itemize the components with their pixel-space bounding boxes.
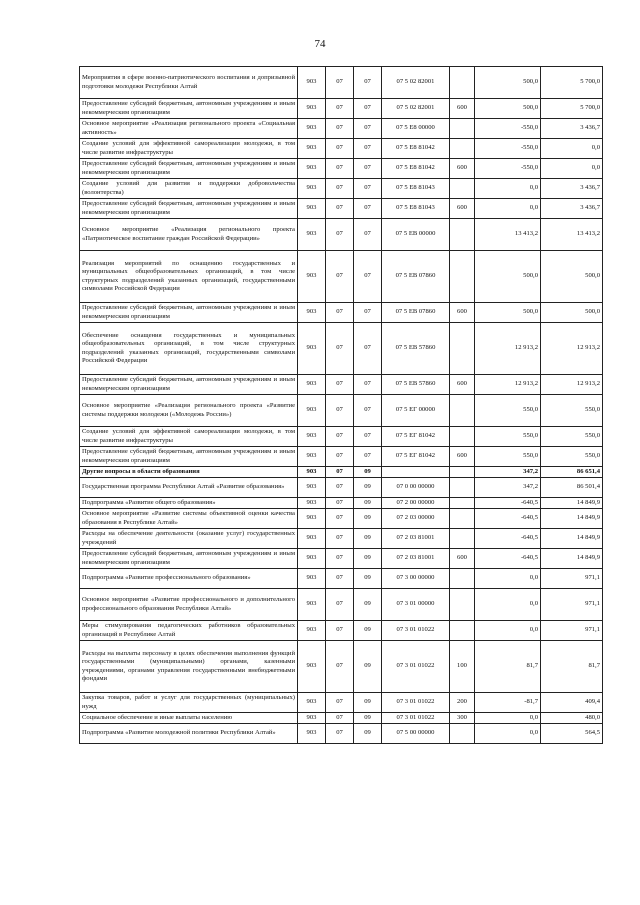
table-row [80, 569, 603, 589]
row-name: Социальное обеспечение и иные выплаты населению [80, 713, 298, 724]
table-row [80, 139, 603, 159]
row-total: 12 913,2 [541, 323, 603, 375]
row-rz: 07 [326, 589, 354, 621]
row-vr [450, 251, 475, 303]
row-total: 971,1 [541, 621, 603, 641]
row-csr: 07 3 01 01022 [382, 693, 450, 713]
table-row [80, 693, 603, 713]
row-total: 5 700,0 [541, 67, 603, 99]
row-name: Меры стимулирования педагогических работников образовательных организаций в Республике Алтай [80, 621, 298, 641]
row-gr: 903 [298, 99, 326, 119]
row-total: 81,7 [541, 641, 603, 693]
row-csr: 07 2 00 00000 [382, 498, 450, 509]
row-change: 550,0 [475, 447, 541, 467]
row-name: Государственная программа Республики Алтай «Развитие образования» [80, 478, 298, 498]
row-change: -640,5 [475, 549, 541, 569]
row-total: 0,0 [541, 139, 603, 159]
row-pr: 09 [354, 549, 382, 569]
row-csr: 07 2 03 81001 [382, 529, 450, 549]
row-rz: 07 [326, 159, 354, 179]
row-total: 14 849,9 [541, 509, 603, 529]
row-name: Обеспечение оснащения государственных и муниципальных общеобразовательных организаций, в том числе структурных подразделений указанных организаций, государственными символами Российской Федерации [80, 323, 298, 375]
row-vr [450, 67, 475, 99]
row-change: -550,0 [475, 119, 541, 139]
row-gr: 903 [298, 139, 326, 159]
row-csr: 07 5 02 82001 [382, 99, 450, 119]
row-rz: 07 [326, 641, 354, 693]
row-gr: 903 [298, 724, 326, 744]
row-pr: 07 [354, 395, 382, 427]
table-row [80, 159, 603, 179]
row-change: 12 913,2 [475, 375, 541, 395]
row-gr: 903 [298, 323, 326, 375]
row-csr: 07 5 EГ 00000 [382, 395, 450, 427]
table-row [80, 99, 603, 119]
row-change: 347,2 [475, 467, 541, 478]
row-csr: 07 3 00 00000 [382, 569, 450, 589]
row-vr [450, 724, 475, 744]
row-rz: 07 [326, 199, 354, 219]
row-rz: 07 [326, 219, 354, 251]
table-row [80, 119, 603, 139]
row-change: 0,0 [475, 713, 541, 724]
row-name: Другие вопросы в области образования [80, 467, 298, 478]
row-pr: 07 [354, 303, 382, 323]
row-total: 14 849,9 [541, 549, 603, 569]
row-pr: 07 [354, 447, 382, 467]
row-pr: 09 [354, 529, 382, 549]
row-name: Предоставление субсидий бюджетным, автономным учреждениям и иным некоммерческим организациям [80, 549, 298, 569]
row-csr: 07 5 EB 57860 [382, 375, 450, 395]
row-pr: 07 [354, 179, 382, 199]
row-gr: 903 [298, 447, 326, 467]
table-row [80, 251, 603, 303]
row-name: Предоставление субсидий бюджетным, автономным учреждениям и иным некоммерческим организациям [80, 303, 298, 323]
row-total: 3 436,7 [541, 119, 603, 139]
row-csr: 07 5 E8 81043 [382, 179, 450, 199]
row-vr [450, 621, 475, 641]
row-rz: 07 [326, 529, 354, 549]
row-gr: 903 [298, 621, 326, 641]
row-rz: 07 [326, 67, 354, 99]
row-csr: 07 5 02 82001 [382, 67, 450, 99]
row-name: Основное мероприятие «Реализация регионального проекта «Социальная активность» [80, 119, 298, 139]
row-name: Подпрограмма «Развитие молодежной политики Республики Алтай» [80, 724, 298, 744]
row-change: 81,7 [475, 641, 541, 693]
row-total: 500,0 [541, 251, 603, 303]
row-name: Расходы на обеспечение деятельности (оказание услуг) государственных учреждений [80, 529, 298, 549]
row-rz: 07 [326, 375, 354, 395]
row-pr: 07 [354, 139, 382, 159]
row-name: Реализация мероприятий по оснащению государственных и муниципальных общеобразовательных организаций, в том числе структурных подразделений указанных организаций, государственными символами Российской Федерации [80, 251, 298, 303]
row-rz: 07 [326, 478, 354, 498]
table-row [80, 713, 603, 724]
row-pr: 09 [354, 724, 382, 744]
row-csr: 07 5 EB 07860 [382, 303, 450, 323]
row-csr: 07 5 E8 81042 [382, 159, 450, 179]
row-gr: 903 [298, 713, 326, 724]
row-change: -640,5 [475, 498, 541, 509]
row-csr: 07 2 03 00000 [382, 509, 450, 529]
row-csr: 07 5 EГ 81042 [382, 427, 450, 447]
row-total: 409,4 [541, 693, 603, 713]
row-vr [450, 478, 475, 498]
row-gr: 903 [298, 67, 326, 99]
row-gr: 903 [298, 251, 326, 303]
row-pr: 09 [354, 498, 382, 509]
row-change: 0,0 [475, 569, 541, 589]
row-pr: 09 [354, 509, 382, 529]
row-gr: 903 [298, 641, 326, 693]
row-csr: 07 5 EB 00000 [382, 219, 450, 251]
table-row [80, 395, 603, 427]
table-row [80, 509, 603, 529]
row-total: 3 436,7 [541, 179, 603, 199]
row-change: -640,5 [475, 529, 541, 549]
row-rz: 07 [326, 713, 354, 724]
table-row [80, 641, 603, 693]
row-change: 13 413,2 [475, 219, 541, 251]
row-change: 0,0 [475, 621, 541, 641]
row-gr: 903 [298, 219, 326, 251]
row-total: 971,1 [541, 589, 603, 621]
row-vr [450, 529, 475, 549]
row-rz: 07 [326, 303, 354, 323]
row-total: 86 651,4 [541, 467, 603, 478]
row-rz: 07 [326, 427, 354, 447]
row-rz: 07 [326, 724, 354, 744]
row-vr [450, 467, 475, 478]
row-vr: 600 [450, 303, 475, 323]
row-pr: 09 [354, 467, 382, 478]
row-pr: 07 [354, 99, 382, 119]
row-csr: 07 3 01 01022 [382, 641, 450, 693]
row-csr: 07 5 EB 07860 [382, 251, 450, 303]
row-pr: 09 [354, 641, 382, 693]
row-name: Предоставление субсидий бюджетным, автономным учреждениям и иным некоммерческим организациям [80, 159, 298, 179]
row-total: 14 849,9 [541, 529, 603, 549]
row-name: Предоставление субсидий бюджетным, автономным учреждениям и иным некоммерческим организациям [80, 99, 298, 119]
row-csr: 07 5 00 00000 [382, 724, 450, 744]
row-gr: 903 [298, 549, 326, 569]
row-pr: 07 [354, 119, 382, 139]
row-rz: 07 [326, 509, 354, 529]
row-gr: 903 [298, 509, 326, 529]
row-total: 564,5 [541, 724, 603, 744]
row-change: 0,0 [475, 179, 541, 199]
row-vr [450, 395, 475, 427]
row-total: 12 913,2 [541, 375, 603, 395]
row-pr: 09 [354, 713, 382, 724]
row-vr [450, 219, 475, 251]
row-csr: 07 3 01 01022 [382, 621, 450, 641]
row-change: -550,0 [475, 139, 541, 159]
row-total: 13 413,2 [541, 219, 603, 251]
row-csr: 07 5 E8 00000 [382, 119, 450, 139]
row-vr: 600 [450, 549, 475, 569]
row-pr: 07 [354, 251, 382, 303]
row-name: Расходы на выплаты персоналу в целях обеспечения выполнения функций государственными (муниципальными) органами, казенными учреждениями, органами управления государственными внебюджетными фондами [80, 641, 298, 693]
budget-table [79, 66, 603, 744]
row-name: Основное мероприятие «Развитие системы объективной оценки качества образования в Республике Алтай» [80, 509, 298, 529]
row-name: Мероприятия в сфере военно-патриотического воспитания и допризывной подготовки молодежи Республики Алтай [80, 67, 298, 99]
row-change: 12 913,2 [475, 323, 541, 375]
table-row [80, 621, 603, 641]
row-total: 550,0 [541, 427, 603, 447]
row-total: 550,0 [541, 395, 603, 427]
row-rz: 07 [326, 323, 354, 375]
row-gr: 903 [298, 589, 326, 621]
row-vr [450, 323, 475, 375]
row-name: Подпрограмма «Развитие общего образования» [80, 498, 298, 509]
table-row [80, 447, 603, 467]
row-name: Создание условий для эффективной самореализации молодежи, в том числе развитие инфраструктуры [80, 427, 298, 447]
table-row [80, 589, 603, 621]
row-total: 14 849,9 [541, 498, 603, 509]
row-rz: 07 [326, 467, 354, 478]
row-vr: 600 [450, 99, 475, 119]
row-rz: 07 [326, 395, 354, 427]
row-csr: 07 5 EГ 81042 [382, 447, 450, 467]
row-gr: 903 [298, 159, 326, 179]
row-gr: 903 [298, 119, 326, 139]
table-row [80, 529, 603, 549]
row-vr [450, 509, 475, 529]
row-gr: 903 [298, 569, 326, 589]
row-vr: 200 [450, 693, 475, 713]
row-vr: 600 [450, 159, 475, 179]
row-rz: 07 [326, 693, 354, 713]
row-pr: 07 [354, 67, 382, 99]
row-gr: 903 [298, 498, 326, 509]
row-vr [450, 179, 475, 199]
row-change: 550,0 [475, 395, 541, 427]
row-pr: 09 [354, 569, 382, 589]
row-vr: 300 [450, 713, 475, 724]
row-pr: 09 [354, 589, 382, 621]
table-row [80, 375, 603, 395]
row-name: Предоставление субсидий бюджетным, автономным учреждениям и иным некоммерческим организациям [80, 375, 298, 395]
row-csr: 07 0 00 00000 [382, 478, 450, 498]
row-total: 3 436,7 [541, 199, 603, 219]
row-change: -550,0 [475, 159, 541, 179]
row-name: Закупка товаров, работ и услуг для государственных (муниципальных) нужд [80, 693, 298, 713]
row-rz: 07 [326, 447, 354, 467]
row-change: -640,5 [475, 509, 541, 529]
row-change: -81,7 [475, 693, 541, 713]
row-pr: 07 [354, 427, 382, 447]
row-csr: 07 5 EB 57860 [382, 323, 450, 375]
row-vr [450, 498, 475, 509]
row-pr: 09 [354, 621, 382, 641]
table-row [80, 427, 603, 447]
page-number: 74 [314, 38, 326, 50]
table-row [80, 303, 603, 323]
table-row [80, 724, 603, 744]
row-pr: 07 [354, 219, 382, 251]
row-rz: 07 [326, 569, 354, 589]
row-gr: 903 [298, 693, 326, 713]
row-gr: 903 [298, 375, 326, 395]
row-name: Создание условий для эффективной самореализации молодежи, в том числе развитие инфраструктуры [80, 139, 298, 159]
table-row [80, 549, 603, 569]
row-change: 0,0 [475, 199, 541, 219]
row-total: 5 700,0 [541, 99, 603, 119]
row-name: Предоставление субсидий бюджетным, автономным учреждениям и иным некоммерческим организациям [80, 199, 298, 219]
row-change: 0,0 [475, 724, 541, 744]
row-gr: 903 [298, 427, 326, 447]
row-name: Создание условий для развития и поддержки добровольчества (волонтерства) [80, 179, 298, 199]
row-gr: 903 [298, 529, 326, 549]
row-vr [450, 589, 475, 621]
table-row [80, 467, 603, 478]
row-total: 550,0 [541, 447, 603, 467]
row-total: 971,1 [541, 569, 603, 589]
row-rz: 07 [326, 179, 354, 199]
row-vr: 600 [450, 447, 475, 467]
row-gr: 903 [298, 467, 326, 478]
row-gr: 903 [298, 395, 326, 427]
row-change: 500,0 [475, 99, 541, 119]
row-vr [450, 427, 475, 447]
row-total: 0,0 [541, 159, 603, 179]
row-pr: 07 [354, 199, 382, 219]
row-name: Основное мероприятие «Реализация регионального проекта «Патриотическое воспитание граждан Российской Федерации» [80, 219, 298, 251]
table-row [80, 498, 603, 509]
row-total: 86 501,4 [541, 478, 603, 498]
row-vr: 600 [450, 375, 475, 395]
row-csr [382, 467, 450, 478]
table-row [80, 323, 603, 375]
row-rz: 07 [326, 549, 354, 569]
row-name: Основное мероприятие «Развитие профессионального и дополнительного профессионального образования Республики Алтай» [80, 589, 298, 621]
row-change: 500,0 [475, 303, 541, 323]
row-name: Основное мероприятие «Реализация регионального проекта «Развитие системы поддержки молодежи («Молодежь России») [80, 395, 298, 427]
row-change: 500,0 [475, 67, 541, 99]
row-pr: 09 [354, 478, 382, 498]
table-row [80, 67, 603, 99]
table-row [80, 199, 603, 219]
row-rz: 07 [326, 621, 354, 641]
row-csr: 07 5 E8 81042 [382, 139, 450, 159]
row-change: 347,2 [475, 478, 541, 498]
table-row [80, 219, 603, 251]
row-vr: 600 [450, 199, 475, 219]
row-rz: 07 [326, 498, 354, 509]
row-rz: 07 [326, 139, 354, 159]
row-pr: 07 [354, 323, 382, 375]
row-vr [450, 569, 475, 589]
row-total: 480,0 [541, 713, 603, 724]
table-row [80, 478, 603, 498]
row-pr: 09 [354, 693, 382, 713]
row-csr: 07 3 01 00000 [382, 589, 450, 621]
row-name: Подпрограмма «Развитие профессионального образования» [80, 569, 298, 589]
row-gr: 903 [298, 179, 326, 199]
row-name: Предоставление субсидий бюджетным, автономным учреждениям и иным некоммерческим организациям [80, 447, 298, 467]
row-total: 500,0 [541, 303, 603, 323]
row-csr: 07 3 01 01022 [382, 713, 450, 724]
row-gr: 903 [298, 303, 326, 323]
row-change: 500,0 [475, 251, 541, 303]
row-vr: 100 [450, 641, 475, 693]
row-rz: 07 [326, 251, 354, 303]
row-rz: 07 [326, 119, 354, 139]
row-change: 550,0 [475, 427, 541, 447]
row-pr: 07 [354, 159, 382, 179]
row-pr: 07 [354, 375, 382, 395]
row-gr: 903 [298, 199, 326, 219]
row-vr [450, 139, 475, 159]
table-row [80, 179, 603, 199]
row-csr: 07 2 03 81001 [382, 549, 450, 569]
row-csr: 07 5 E8 81043 [382, 199, 450, 219]
row-vr [450, 119, 475, 139]
row-change: 0,0 [475, 589, 541, 621]
row-gr: 903 [298, 478, 326, 498]
row-rz: 07 [326, 99, 354, 119]
